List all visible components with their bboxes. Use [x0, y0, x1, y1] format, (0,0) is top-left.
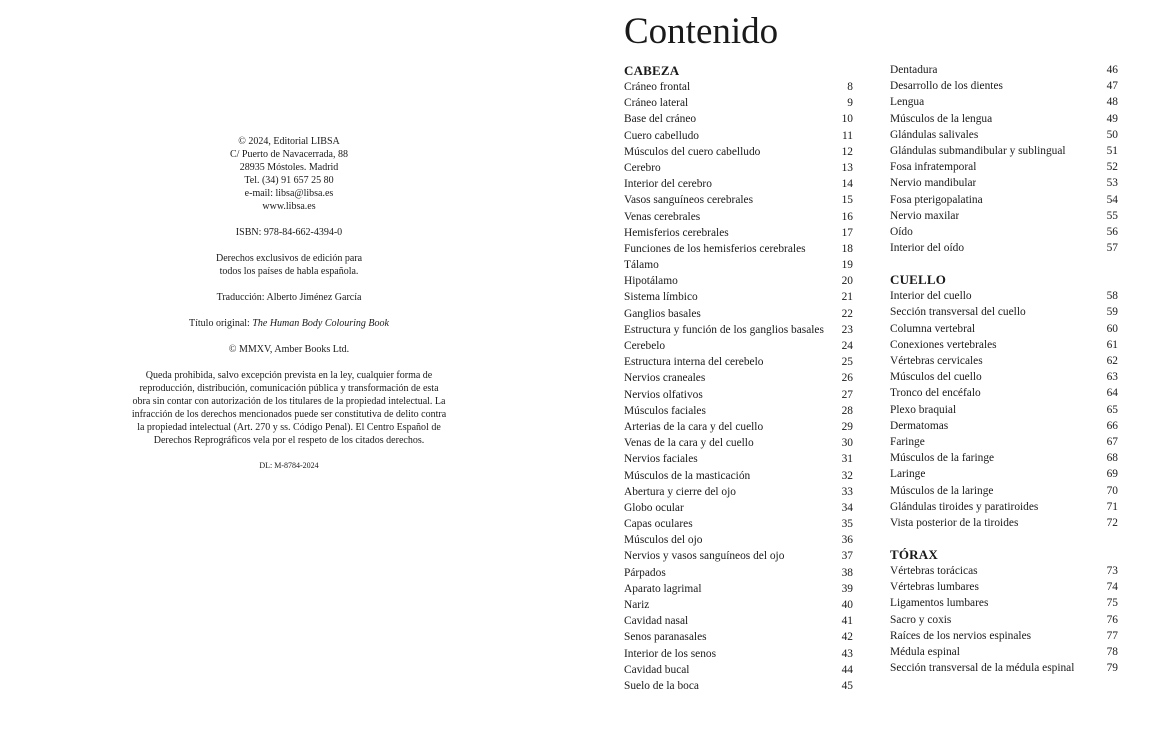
toc-entry-page: 69 [1106, 468, 1118, 481]
toc-entry-label: Glándulas tiroides y paratiroides [890, 500, 1039, 513]
toc-entry-page: 45 [841, 679, 853, 692]
toc-entry-page: 55 [1106, 209, 1118, 222]
toc-entry-label: Músculos del cuero cabelludo [624, 145, 761, 158]
toc-section [890, 62, 1118, 256]
legal-notice [110, 369, 468, 447]
toc-entry[interactable] [890, 288, 1118, 304]
toc-entry-page: 18 [841, 242, 853, 255]
toc-entry-page: 39 [841, 582, 853, 595]
toc-entry-page: 44 [841, 663, 853, 676]
toc-entry-label: Nervio mandibular [890, 177, 977, 190]
toc-entry-label: Fosa infratemporal [890, 161, 977, 174]
original-copyright: © MMXV, Amber Books Ltd. [228, 344, 350, 355]
toc-entry[interactable] [890, 563, 1118, 579]
toc-entry[interactable] [890, 466, 1118, 482]
toc-entry[interactable] [624, 387, 853, 403]
section-heading: TÓRAX [890, 547, 938, 563]
toc-entry-label: Interior de los senos [624, 647, 717, 660]
toc-entry[interactable] [624, 338, 853, 354]
toc-entry[interactable] [624, 128, 853, 144]
toc-entry-label: Lengua [890, 96, 925, 109]
toc-entry-label: Sacro y coxis [890, 613, 952, 626]
toc-entry-page: 37 [841, 550, 853, 563]
toc-entry[interactable] [890, 450, 1118, 466]
publisher-city: 28935 Móstoles. Madrid [239, 162, 339, 173]
toc-entry-page: 9 [847, 97, 853, 110]
toc-entry[interactable] [624, 435, 853, 451]
toc-entry-page: 23 [841, 323, 853, 336]
toc-entry-label: Interior del oído [890, 242, 965, 255]
toc-entry-label: Hipotálamo [624, 275, 678, 288]
toc-entry-page: 15 [841, 194, 853, 207]
toc-entry-label: Fosa pterigopalatina [890, 193, 983, 206]
toc-entry-page: 76 [1106, 613, 1118, 626]
toc-entry[interactable] [624, 468, 853, 484]
toc-entry-label: Glándulas submandibular y sublingual [890, 144, 1066, 157]
rights-line: Derechos exclusivos de edición para [215, 253, 363, 264]
legal-line: Derechos Reprográficos vela por el respeto de los citados derechos. [153, 435, 425, 446]
toc-entry-page: 19 [841, 259, 853, 272]
toc-entry[interactable] [624, 532, 853, 548]
toc-entry[interactable] [890, 628, 1118, 644]
publisher-address: C/ Puerto de Navacerrada, 88 [229, 149, 348, 160]
toc-entry[interactable] [624, 111, 853, 127]
toc-entry-page: 77 [1106, 629, 1118, 642]
toc-section-cuello [890, 271, 1118, 531]
toc-entry-page: 26 [841, 372, 853, 385]
toc-entry-label: Abertura y cierre del ojo [624, 485, 736, 498]
rights-line: todos los países de habla española. [219, 266, 359, 277]
toc-entry-label: Dentadura [890, 64, 938, 76]
toc-entry[interactable] [624, 370, 853, 386]
toc-entry-label: Aparato lagrimal [624, 582, 702, 595]
toc-entry-label: Cerebro [624, 161, 661, 174]
toc-entry-label: Sistema límbico [624, 291, 698, 304]
toc-entry-page: 52 [1106, 161, 1118, 174]
toc-entry-label: Interior del cuello [890, 290, 972, 303]
toc-entry-page: 11 [842, 129, 853, 142]
toc-entry-label: Cerebelo [624, 340, 666, 352]
toc-entry-label: Interior del cerebro [624, 178, 712, 191]
toc-entry[interactable] [624, 241, 853, 257]
toc-entry[interactable] [890, 62, 1118, 78]
toc-section-cabeza [624, 62, 853, 694]
toc-entry-page: 38 [841, 566, 853, 579]
toc-entry[interactable] [624, 192, 853, 208]
toc-entry-label: Vértebras torácicas [890, 565, 978, 578]
toc-entry-page: 75 [1106, 597, 1118, 610]
toc-entry-page: 16 [841, 210, 853, 223]
toc-entry-page: 62 [1106, 355, 1118, 367]
toc-entry-label: Músculos de la masticación [624, 469, 751, 482]
toc-entry-label: Estructura interna del cerebelo [624, 356, 764, 369]
toc-entry[interactable] [624, 548, 853, 564]
toc-entry-page: 70 [1106, 484, 1118, 497]
toc-entry-page: 31 [841, 453, 853, 466]
toc-entry-label: Hemisferios cerebrales [624, 226, 729, 239]
toc-entry-page: 46 [1106, 64, 1118, 76]
toc-entry-label: Párpados [624, 566, 666, 579]
toc-entry-page: 72 [1106, 516, 1118, 529]
toc-entry-page: 41 [841, 615, 853, 628]
toc-entry-label: Laringe [890, 468, 926, 481]
toc-entry[interactable] [624, 95, 853, 111]
toc-entry[interactable] [890, 612, 1118, 628]
toc-entry[interactable] [624, 176, 853, 192]
toc-entry[interactable] [624, 403, 853, 419]
toc-entry-page: 40 [841, 599, 853, 611]
toc-entry-page: 47 [1106, 80, 1118, 93]
toc-entry-page: 25 [841, 356, 853, 369]
toc-entry[interactable] [890, 304, 1118, 320]
toc-entry-page: 35 [841, 518, 853, 531]
toc-entry-label: Nervios craneales [624, 372, 706, 385]
toc-entry-label: Cavidad nasal [624, 615, 689, 628]
toc-entry-label: Nariz [624, 599, 650, 611]
toc-entry-page: 58 [1106, 290, 1118, 303]
toc-entry-label: Ligamentos lumbares [890, 597, 989, 610]
toc-entry[interactable] [890, 78, 1118, 94]
toc-entry-page: 64 [1106, 387, 1118, 400]
toc-entry[interactable] [890, 208, 1118, 224]
toc-entry-label: Estructura y función de los ganglios basales [624, 323, 824, 336]
toc-entry-page: 49 [1106, 112, 1118, 125]
toc-entry-page: 60 [1106, 322, 1118, 335]
rights-notice [110, 252, 468, 278]
toc-entry[interactable] [890, 143, 1118, 159]
toc-entry-label: Capas oculares [624, 518, 693, 531]
toc-entry-page: 71 [1106, 500, 1118, 513]
toc-entry-label: Desarrollo de los dientes [890, 80, 1003, 93]
toc-entry[interactable] [624, 289, 853, 305]
toc-entry[interactable] [890, 499, 1118, 515]
toc-entry-label: Venas de la cara y del cuello [624, 437, 754, 450]
toc-entry-label: Nervios faciales [624, 453, 698, 466]
toc-entry-page: 27 [841, 388, 853, 401]
toc-entry-label: Tronco del encéfalo [890, 387, 981, 400]
original-title [110, 317, 468, 330]
toc-entry[interactable] [624, 500, 853, 516]
publisher-website: www.libsa.es [262, 201, 316, 212]
toc-entry[interactable] [624, 209, 853, 225]
legal-deposit: DL: M-8784-2024 [259, 461, 319, 470]
toc-entry[interactable] [890, 175, 1118, 191]
toc-entry-page: 63 [1106, 371, 1118, 384]
toc-right-column [890, 62, 1118, 691]
toc-entry-label: Senos paranasales [624, 631, 707, 644]
toc-entry-page: 36 [841, 534, 853, 547]
toc-entry-label: Nervio maxilar [890, 209, 960, 222]
toc-entry[interactable] [890, 434, 1118, 450]
toc-entry[interactable] [624, 79, 853, 95]
toc-entry-page: 20 [841, 275, 853, 288]
legal-line: Queda prohibida, salvo excepción prevista en la ley, cualquier forma de [145, 370, 433, 381]
toc-entry[interactable] [890, 515, 1118, 531]
toc-entry-page: 12 [841, 145, 853, 158]
toc-entry-page: 32 [841, 469, 853, 482]
toc-entry[interactable] [890, 353, 1118, 369]
toc-left-column [624, 62, 853, 709]
toc-entry-page: 14 [841, 178, 853, 191]
toc-entry[interactable] [624, 613, 853, 629]
toc-entry-label: Glándulas salivales [890, 128, 979, 141]
toc-entry[interactable] [624, 160, 853, 176]
toc-entry-page: 50 [1106, 128, 1118, 141]
toc-entry[interactable] [624, 629, 853, 645]
toc-entry-label: Vértebras lumbares [890, 581, 979, 594]
toc-entry-page: 61 [1106, 338, 1118, 351]
toc-entry-label: Músculos de la faringe [890, 452, 995, 465]
toc-entry-page: 33 [841, 485, 853, 498]
toc-entry-label: Músculos de la laringe [890, 484, 994, 497]
toc-entry[interactable] [890, 111, 1118, 127]
toc-entry[interactable] [624, 597, 853, 613]
toc-entry[interactable] [624, 678, 853, 694]
toc-entry[interactable] [624, 662, 853, 678]
toc-entry-page: 74 [1106, 581, 1118, 594]
toc-entry[interactable] [890, 402, 1118, 418]
toc-entry[interactable] [624, 322, 853, 338]
toc-entry-page: 28 [841, 404, 853, 417]
toc-entry[interactable] [890, 660, 1118, 676]
toc-entry[interactable] [890, 483, 1118, 499]
toc-entry[interactable] [624, 646, 853, 662]
toc-entry-page: 22 [841, 307, 853, 320]
toc-entry-label: Vasos sanguíneos cerebrales [624, 194, 754, 207]
toc-entry-label: Vista posterior de la tiroides [890, 516, 1019, 529]
legal-line: infracción de los derechos mencionados puede ser constitutiva de delito contra [131, 409, 447, 420]
toc-entry-page: 24 [841, 340, 853, 352]
toc-entry[interactable] [890, 192, 1118, 208]
toc-entry-label: Músculos del cuello [890, 371, 982, 384]
toc-entry-label: Músculos del ojo [624, 534, 703, 547]
toc-entry-label: Conexiones vertebrales [890, 338, 997, 351]
toc-entry-label: Cuero cabelludo [624, 129, 699, 142]
toc-entry[interactable] [890, 94, 1118, 110]
toc-entry-page: 51 [1106, 144, 1118, 157]
toc-entry-page: 66 [1106, 419, 1118, 432]
original-title-value: The Human Body Colouring Book [252, 318, 389, 329]
toc-entry[interactable] [890, 159, 1118, 175]
toc-entry[interactable] [890, 385, 1118, 401]
toc-entry-label: Cavidad bucal [624, 663, 690, 676]
toc-entry-label: Plexo braquial [890, 403, 957, 416]
toc-entry[interactable] [890, 644, 1118, 660]
toc-entry[interactable] [890, 579, 1118, 595]
toc-entry-page: 48 [1106, 96, 1118, 109]
translation-credit: Traducción: Alberto Jiménez García [216, 292, 362, 303]
toc-entry[interactable] [624, 516, 853, 532]
legal-line: reproducción, distribución, comunicación pública y transformación de esta [139, 383, 439, 394]
toc-entry[interactable] [624, 565, 853, 581]
toc-entry[interactable] [890, 240, 1118, 256]
toc-entry-page: 57 [1106, 242, 1118, 255]
toc-entry-page: 13 [841, 161, 853, 174]
toc-entry[interactable] [624, 257, 853, 273]
toc-entry[interactable] [624, 306, 853, 322]
toc-entry-label: Base del cráneo [624, 113, 697, 126]
publisher-email: e-mail: libsa@libsa.es [244, 188, 334, 199]
toc-entry[interactable] [890, 595, 1118, 611]
toc-entry-page: 17 [841, 226, 853, 239]
toc-entry[interactable] [624, 354, 853, 370]
toc-entry-page: 42 [841, 631, 853, 644]
toc-entry-page: 68 [1106, 452, 1118, 465]
toc-entry-label: Suelo de la boca [624, 679, 699, 692]
toc-entry[interactable] [890, 337, 1118, 353]
toc-entry-label: Dermatomas [890, 419, 949, 432]
toc-entry-page: 10 [841, 113, 853, 126]
toc-entry[interactable] [890, 369, 1118, 385]
toc-entry-label: Músculos faciales [624, 404, 706, 417]
toc-entry[interactable] [624, 419, 853, 435]
toc-entry[interactable] [890, 127, 1118, 143]
toc-entry-page: 30 [841, 437, 853, 450]
toc-entry-page: 54 [1106, 193, 1118, 206]
section-heading: CABEZA [624, 63, 680, 78]
toc-entry-label: Ganglios basales [624, 307, 701, 320]
toc-entry[interactable] [890, 418, 1118, 434]
toc-entry-label: Globo ocular [624, 501, 684, 514]
toc-entry-label: Arterias de la cara y del cuello [624, 420, 764, 433]
toc-entry-page: 34 [841, 501, 853, 514]
toc-entry-page: 65 [1106, 403, 1118, 416]
toc-entry-label: Venas cerebrales [624, 210, 701, 223]
publisher-info [110, 135, 468, 213]
toc-entry-label: Funciones de los hemisferios cerebrales [624, 242, 806, 255]
toc-entry-label: Nervios y vasos sanguíneos del ojo [624, 550, 785, 563]
publisher-phone: Tel. (34) 91 657 25 80 [244, 175, 334, 186]
toc-entry-label: Sección transversal del cuello [890, 306, 1026, 319]
toc-entry[interactable] [624, 581, 853, 597]
toc-entry-page: 53 [1106, 177, 1118, 190]
toc-entry[interactable] [890, 321, 1118, 337]
section-heading: CUELLO [890, 272, 947, 288]
toc-entry-page: 59 [1106, 306, 1118, 319]
toc-entry-label: Sección transversal de la médula espinal [890, 662, 1075, 675]
toc-entry-label: Nervios olfativos [624, 388, 703, 401]
toc-entry-page: 78 [1106, 646, 1118, 658]
toc-entry-page: 43 [841, 647, 853, 660]
toc-title: Contenido [624, 11, 779, 52]
toc-entry-label: Faringe [890, 435, 925, 448]
toc-entry-label: Médula espinal [890, 646, 960, 658]
toc-section-torax [890, 546, 1118, 676]
isbn: ISBN: 978-84-662-4394-0 [235, 227, 343, 238]
toc-entry[interactable] [624, 451, 853, 467]
toc-entry-page: 8 [847, 81, 853, 93]
copyright-page [110, 135, 468, 471]
legal-line: obra sin contar con autorización de los titulares de la propiedad intelectual. La [132, 396, 446, 407]
toc-entry-page: 73 [1106, 565, 1118, 578]
toc-entry-label: Cráneo lateral [624, 97, 689, 110]
toc-entry-label: Columna vertebral [890, 322, 976, 335]
publisher-line: © 2024, Editorial LIBSA [238, 136, 340, 147]
toc-entry-page: 67 [1106, 435, 1118, 448]
toc-entry-label: Músculos de la lengua [890, 112, 993, 125]
toc-entry-page: 79 [1106, 662, 1118, 675]
toc-entry[interactable] [890, 224, 1118, 240]
toc-entry-label: Cráneo frontal [624, 81, 691, 93]
original-title-label: Título original: [189, 318, 253, 329]
toc-entry-label: Tálamo [624, 259, 659, 272]
toc-entry[interactable] [624, 144, 853, 160]
toc-entry-label: Vértebras cervicales [890, 355, 983, 367]
toc-entry-label: Oído [890, 225, 913, 238]
toc-entry[interactable] [624, 484, 853, 500]
toc-entry[interactable] [624, 225, 853, 241]
toc-entry-page: 21 [841, 291, 853, 304]
toc-entry-page: 29 [841, 420, 853, 433]
toc-entry-label: Raíces de los nervios espinales [890, 629, 1032, 642]
toc-entry-page: 56 [1106, 225, 1118, 238]
toc-entry[interactable] [624, 273, 853, 289]
legal-line: la propiedad intelectual (Art. 270 y ss. Código Penal). El Centro Español de [137, 422, 441, 433]
